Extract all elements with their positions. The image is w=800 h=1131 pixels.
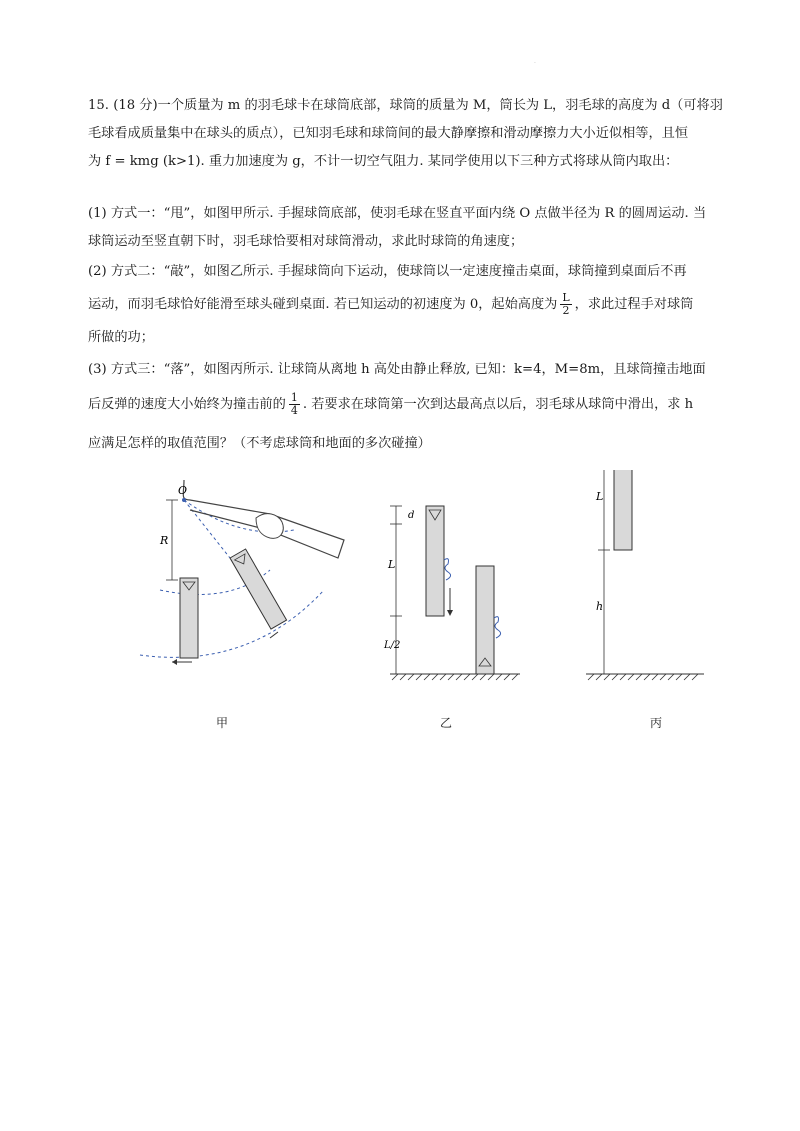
- label-L-2: L: [596, 490, 604, 503]
- page-mark: .: [534, 58, 536, 65]
- label-O: O: [178, 484, 188, 497]
- hand-icon-3: [494, 617, 501, 638]
- part-3-line-2: 后反弹的速度大小始终为撞击前的 $\frac{1}{4}$ . 若要求在球筒第一次到达最高点以后，羽毛球从球筒中滑出，求 h: [88, 391, 694, 417]
- caption-bing: 丙: [650, 716, 663, 730]
- figure-jia: [120, 470, 360, 680]
- caption-yi: 乙: [440, 716, 453, 730]
- part-3-line-1: (3) 方式三：“落”，如图丙所示. 让球筒从离地 h 高处由静止释放, 已知：k=4，M=8m，且球筒撞击地面: [88, 362, 706, 377]
- dashed-radius-line-2: [184, 500, 230, 558]
- problem-line-3: 为 f = kmg (k>1). 重力加速度为 g，不计一切空气阻力. 某同学使用以下三种方式将球从筒内取出：: [88, 154, 679, 169]
- tube-falling: [614, 470, 632, 550]
- label-L-half: L/2: [384, 640, 401, 651]
- part-1-line-2: 球筒运动至竖直朝下时，羽毛球恰要相对球筒滑动，求此时球筒的角速度；: [88, 234, 524, 249]
- tube-tilted: [230, 549, 287, 629]
- label-d: d: [408, 510, 415, 521]
- label-R: R: [160, 534, 169, 547]
- down-arrow-head: [447, 610, 453, 616]
- part-2-line-2: 运动，而羽毛球恰好能滑至球头碰到桌面. 若已知运动的初速度为 0，起始高度为 $\frac{L}{2}$ ，求此过程手对球筒: [88, 291, 694, 317]
- arrow-head: [172, 659, 177, 665]
- hand-icon-2: [444, 559, 451, 580]
- label-L: L: [388, 558, 396, 571]
- problem-line-1: 15. (18 分)一个质量为 m 的羽毛球卡在球筒底部，球筒的质量为 M，筒长为 L，羽毛球的高度为 d（可将羽: [88, 98, 723, 113]
- part-2-line-3: 所做的功；: [88, 330, 154, 345]
- fraction-L-over-2: $\frac{L}{2}$: [562, 291, 570, 317]
- part-2-line-1: (2) 方式二：“敲”，如图乙所示. 手握球筒向下运动，使球筒以一定速度撞击桌面，球筒撞到桌面后不再: [88, 264, 687, 279]
- motion-arrow-2: [270, 632, 278, 638]
- ground-hatching: [392, 674, 518, 680]
- label-h: h: [596, 600, 604, 613]
- dashed-outer-arc: [140, 590, 324, 657]
- pivot-point: [182, 498, 186, 502]
- tube-upper: [426, 506, 444, 616]
- fraction-1-over-4: $\frac{1}{4}$: [290, 391, 298, 417]
- problem-line-2: 毛球看成质量集中在球头的质点），已知羽毛球和球筒间的最大静摩擦和滑动摩擦力大小近似相等，且恒: [88, 126, 689, 141]
- part-1-line-1: (1) 方式一：“甩”，如图甲所示. 手握球筒底部，使羽毛球在竖直平面内绕 O 点做半径为 R 的圆周运动. 当: [88, 206, 707, 221]
- ground-hatching-2: [588, 674, 698, 680]
- figure-yi: [380, 470, 530, 690]
- part-3-line-3: 应满足怎样的取值范围？（不考虑球筒和地面的多次碰撞）: [88, 436, 431, 451]
- caption-jia: 甲: [216, 716, 229, 730]
- figure-bing: [580, 470, 710, 690]
